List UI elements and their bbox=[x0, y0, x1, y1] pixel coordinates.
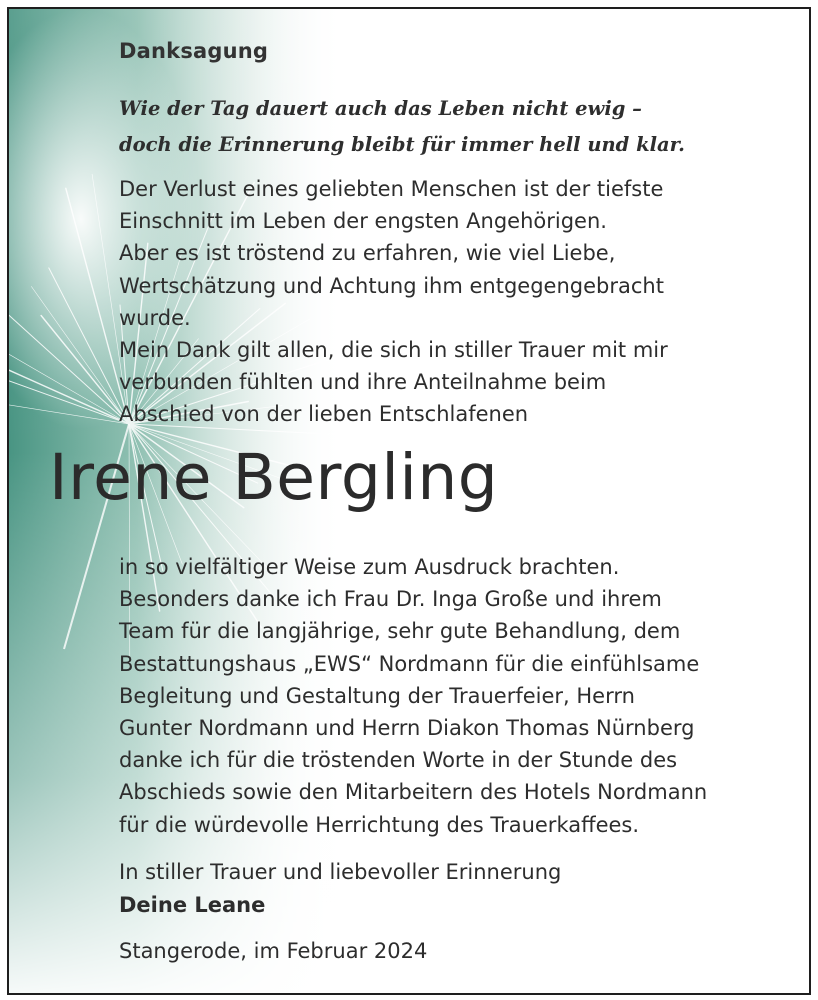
quote-line: Wie der Tag dauert auch das Leben nicht ewig – bbox=[119, 97, 642, 120]
text-line: Der Verlust eines geliebten Menschen ist der tiefste bbox=[119, 177, 664, 201]
text-line: Aber es ist tröstend zu erfahren, wie viel Liebe, bbox=[119, 241, 616, 266]
place-date: Stangerode, im Februar 2024 bbox=[119, 939, 428, 963]
memorial-quote bbox=[119, 91, 685, 163]
thanks-text-top bbox=[119, 173, 668, 431]
text-line: Begleitung und Gestaltung der Trauerfeier, Herrn bbox=[119, 683, 635, 708]
obituary-notice bbox=[7, 7, 811, 995]
closing-block bbox=[119, 856, 561, 922]
notice-heading: Danksagung bbox=[119, 39, 269, 63]
text-line: Abschied von der lieben Entschlafenen bbox=[119, 402, 529, 427]
text-line: Abschieds sowie den Mitarbeitern des Hotels Nordmann bbox=[119, 780, 708, 805]
closing-line: In stiller Trauer und liebevoller Erinnerung bbox=[119, 860, 562, 884]
text-line: Gunter Nordmann und Herrn Diakon Thomas Nürnberg bbox=[119, 716, 695, 741]
text-line: verbunden fühlten und ihre Anteilnahme beim bbox=[119, 370, 607, 395]
deceased-name: Irene Bergling bbox=[49, 441, 499, 514]
text-line: Team für die langjährige, sehr gute Behandlung, dem bbox=[119, 619, 681, 644]
text-line: für die würdevolle Herrichtung des Trauerkaffees. bbox=[119, 812, 640, 837]
text-line: Besonders danke ich Frau Dr. Inga Große und ihrem bbox=[119, 587, 662, 612]
text-line: in so vielfältiger Weise zum Ausdruck brachten. bbox=[119, 555, 620, 579]
text-line: Mein Dank gilt allen, die sich in stiller Trauer mit mir bbox=[119, 338, 668, 363]
text-line: danke ich für die tröstenden Worte in der Stunde des bbox=[119, 748, 678, 773]
text-line: Einschnitt im Leben der engsten Angehörigen. bbox=[119, 209, 607, 234]
text-line: wurde. bbox=[119, 305, 191, 330]
quote-line: doch die Erinnerung bleibt für immer hell und klar. bbox=[119, 133, 685, 156]
text-line: Bestattungshaus „EWS“ Nordmann für die einfühlsame bbox=[119, 651, 700, 676]
text-line: Wertschätzung und Achtung ihm entgegengebracht bbox=[119, 273, 664, 298]
thanks-text-bottom bbox=[119, 551, 707, 841]
signature: Deine Leane bbox=[119, 893, 266, 917]
